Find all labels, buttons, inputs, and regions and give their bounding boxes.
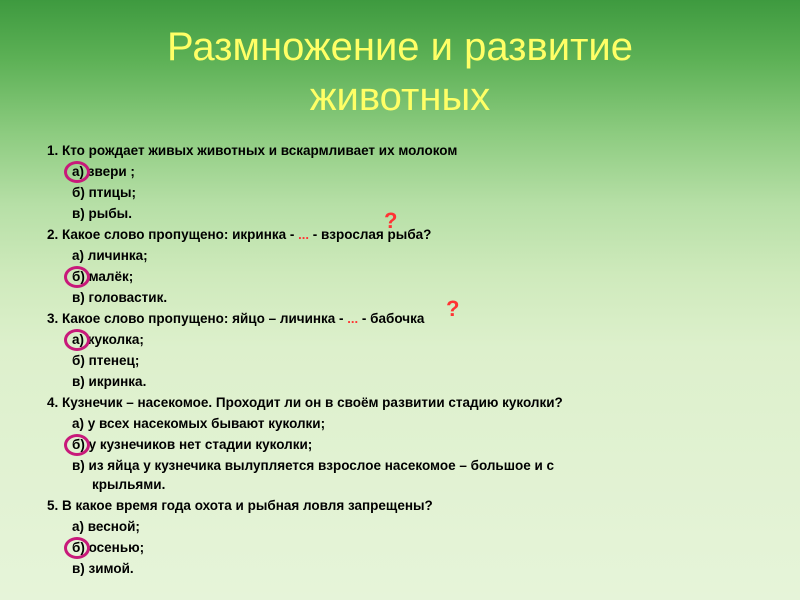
q3-answer-b: б) птенец; <box>72 353 140 368</box>
q3-suffix: - бабочка <box>358 311 425 326</box>
answer-circle-q4 <box>64 434 90 456</box>
answer-circle-q2 <box>64 266 90 288</box>
q1-answer-c: в) рыбы. <box>72 206 132 221</box>
title-line-1: Размножение и развитие <box>166 25 633 69</box>
q1-answer-b: б) птицы; <box>72 185 136 200</box>
question-mark-3: ? <box>446 296 460 321</box>
title-line-2: животных <box>309 75 491 119</box>
q4-answer-a: а) у всех насекомых бывают куколки; <box>72 416 326 431</box>
q5-answer-c: в) зимой. <box>72 561 134 576</box>
q4-answer-b: б) у кузнечиков нет стадии куколки; <box>72 437 313 452</box>
q3-prefix: 3. Какое слово пропущено: яйцо – личинка - <box>47 311 348 326</box>
q4-answer-c-cont: крыльями. <box>92 477 166 492</box>
q4-answer-c: в) из яйца у кузнечика вылупляется взрослое насекомое – большое и с <box>72 458 555 473</box>
q2-prefix: 2. Какое слово пропущено: икринка - <box>47 227 299 242</box>
q2-answer-b: б) малёк; <box>72 269 134 284</box>
question-3 <box>47 311 424 327</box>
q2-answer-a: а) личинка; <box>72 248 148 263</box>
answer-circle-q1 <box>64 161 90 183</box>
q3-answer-a: а) куколка; <box>72 332 144 347</box>
q3-gap-dots: ... <box>347 311 359 326</box>
q3-answer-c: в) икринка. <box>72 374 147 389</box>
question-4: 4. Кузнечик – насекомое. Проходит ли он в своём развитии стадию куколки? <box>47 395 563 410</box>
q2-gap-dots: ... <box>298 227 309 242</box>
q5-answer-b: б) осенью; <box>72 540 145 555</box>
q5-answer-a: а) весной; <box>72 519 140 534</box>
q2-answer-c: в) головастик. <box>72 290 168 305</box>
answer-circle-q3 <box>64 329 90 351</box>
q1-answer-a: а) звери ; <box>72 164 135 179</box>
question-5: 5. В какое время года охота и рыбная ловля запрещены? <box>47 498 433 513</box>
answer-circle-q5 <box>64 537 90 559</box>
q2-suffix: - взрослая рыба? <box>309 227 432 242</box>
question-1: 1. Кто рождает живых животных и вскармливает их молоком <box>47 143 458 158</box>
question-mark-2: ? <box>384 208 398 233</box>
question-2 <box>47 227 431 243</box>
